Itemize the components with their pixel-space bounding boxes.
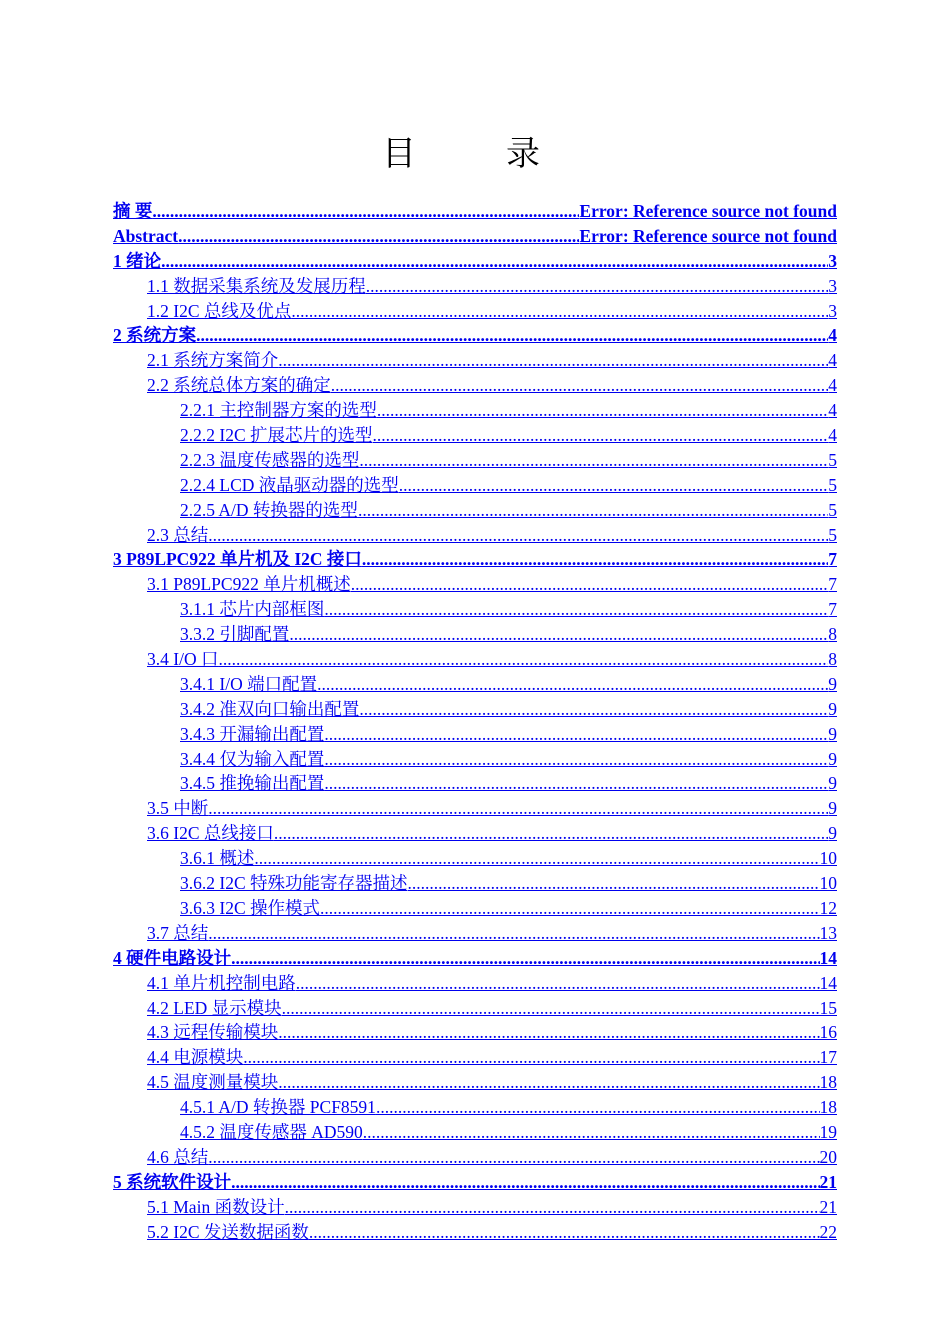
toc-leader-dots (282, 996, 820, 1021)
toc-entry[interactable] (113, 796, 837, 821)
toc-entry-page: 10 (819, 873, 837, 894)
toc-entry-page: 14 (819, 972, 837, 993)
toc-entry-page: 8 (828, 649, 837, 670)
toc-leader-dots (161, 249, 828, 274)
toc-entry[interactable] (113, 1170, 837, 1195)
toc-leader-dots (366, 274, 829, 299)
toc-leader-dots (278, 348, 828, 373)
toc-leader-dots (359, 697, 828, 722)
toc-entry-page: 3 (828, 300, 837, 321)
toc-entry-page: 5 (828, 524, 837, 545)
toc-entry[interactable] (113, 896, 837, 921)
toc-entry[interactable] (113, 996, 837, 1021)
toc-entry[interactable] (113, 1095, 837, 1120)
toc-entry-title: 1 绪论 (113, 250, 162, 271)
toc-entry-page: 16 (819, 1022, 837, 1043)
toc-entry-title: 2.2 系统总体方案的确定 (147, 375, 331, 396)
toc-entry[interactable] (113, 921, 837, 946)
toc-entry-page: 4 (828, 325, 837, 346)
toc-entry-page: 4 (828, 350, 837, 371)
toc-entry-page: 13 (819, 922, 837, 943)
toc-entry-title: 4.1 单片机控制电路 (147, 972, 296, 993)
toc-leader-dots (320, 896, 820, 921)
toc-leader-dots (208, 796, 828, 821)
toc-entry-title: 3.4.5 推挽输出配置 (180, 773, 325, 794)
toc-entry-title: 4.6 总结 (147, 1146, 209, 1167)
toc-entry[interactable] (113, 1145, 837, 1170)
toc-entry-page: Error: Reference source not found (579, 225, 837, 246)
toc-leader-dots (274, 821, 828, 846)
toc-entry-page: 19 (819, 1121, 837, 1142)
toc-entry-title: 4.2 LED 显示模块 (147, 997, 282, 1018)
toc-entry-title: 2.2.4 LCD 液晶驱动器的选型 (180, 474, 399, 495)
toc-entry-page: 3 (828, 275, 837, 296)
toc-entry-title: 2.1 系统方案简介 (147, 350, 279, 371)
toc-leader-dots (208, 921, 819, 946)
toc-leader-dots (358, 498, 828, 523)
toc-leader-dots (243, 1045, 819, 1070)
toc-entry[interactable] (113, 473, 837, 498)
toc-leader-dots (254, 846, 819, 871)
toc-leader-dots (309, 1220, 820, 1245)
toc-leader-dots (362, 547, 828, 572)
toc-entry-page: 17 (819, 1047, 837, 1068)
toc-entry-title: 3.6.3 I2C 操作模式 (180, 897, 320, 918)
toc-leader-dots (324, 722, 828, 747)
toc-entry-title: 5 系统软件设计 (113, 1171, 232, 1192)
toc-leader-dots (351, 572, 829, 597)
toc-entry[interactable] (113, 672, 837, 697)
toc-entry-page: 21 (819, 1196, 837, 1217)
toc-entry-title: 2.2.3 温度传感器的选型 (180, 449, 360, 470)
toc-entry[interactable] (113, 224, 837, 249)
toc-entry-page: 15 (819, 997, 837, 1018)
toc-entry-page: 22 (819, 1221, 837, 1242)
toc-entry[interactable] (113, 722, 837, 747)
toc-leader-dots (376, 1095, 820, 1120)
toc-entry-page: 4 (828, 425, 837, 446)
toc-entry[interactable] (113, 199, 837, 224)
toc-entry[interactable] (113, 771, 837, 796)
toc-leader-dots (373, 423, 829, 448)
toc-leader-dots (278, 1070, 819, 1095)
toc-leader-dots (231, 1170, 819, 1195)
toc-entry-title: 3 P89LPC922 单片机及 I2C 接口 (113, 549, 362, 570)
toc-entry-page: 5 (828, 499, 837, 520)
toc-entry-title: 4 硬件电路设计 (113, 947, 232, 968)
toc-leader-dots (324, 771, 828, 796)
toc-entry-title: Abstract (113, 225, 179, 246)
toc-entry[interactable] (113, 946, 837, 971)
toc-entry[interactable] (113, 697, 837, 722)
toc-entry-title: 3.4.2 准双向口输出配置 (180, 698, 360, 719)
toc-entry-page: 5 (828, 449, 837, 470)
toc-leader-dots (377, 398, 828, 423)
toc-entry[interactable] (113, 1070, 837, 1095)
toc-entry[interactable] (113, 846, 837, 871)
toc-entry-title: 1.2 I2C 总线及优点 (147, 300, 292, 321)
toc-entry-title: 1.1 数据采集系统及发展历程 (147, 275, 366, 296)
toc-leader-dots (363, 1120, 820, 1145)
toc-entry-title: 2.2.2 I2C 扩展芯片的选型 (180, 425, 373, 446)
toc-entry[interactable] (113, 1195, 837, 1220)
toc-leader-dots (285, 1195, 820, 1220)
toc-entry-page: 21 (819, 1171, 837, 1192)
toc-entry-page: 9 (828, 798, 837, 819)
toc-entry[interactable] (113, 1120, 837, 1145)
toc-entry[interactable] (113, 747, 837, 772)
toc-leader-dots (359, 448, 828, 473)
toc-entry[interactable] (113, 498, 837, 523)
toc-entry[interactable] (113, 597, 837, 622)
toc-entry-title: 2 系统方案 (113, 325, 197, 346)
toc-entry-title: 摘 要 (113, 201, 153, 221)
toc-entry-title: 3.4.3 开漏输出配置 (180, 723, 325, 744)
toc-entry-title: 5.2 I2C 发送数据函数 (147, 1221, 309, 1242)
toc-entry-page: 9 (828, 748, 837, 769)
toc-entry[interactable] (113, 348, 837, 373)
toc-leader-dots (278, 1020, 819, 1045)
toc-entry-title: 3.6 I2C 总线接口 (147, 823, 274, 844)
table-of-contents (113, 199, 837, 1244)
toc-entry-title: 4.4 电源模块 (147, 1047, 244, 1068)
toc-leader-dots (324, 597, 828, 622)
toc-entry-page: 18 (819, 1097, 837, 1118)
toc-entry-title: 4.5.1 A/D 转换器 PCF8591 (180, 1097, 376, 1118)
toc-leader-dots (324, 747, 828, 772)
toc-leader-dots (317, 672, 828, 697)
toc-entry[interactable] (113, 821, 837, 846)
toc-entry-page: 9 (828, 823, 837, 844)
toc-entry-page: 9 (828, 773, 837, 794)
toc-entry-title: 2.2.1 主控制器方案的选型 (180, 400, 377, 421)
toc-entry-title: 3.4 I/O 口 (147, 649, 219, 670)
toc-entry[interactable] (113, 1220, 837, 1245)
toc-entry-page: 4 (828, 375, 837, 396)
toc-entry-page: 14 (819, 947, 837, 968)
toc-leader-dots (196, 323, 828, 348)
toc-entry[interactable] (113, 647, 837, 672)
toc-leader-dots (218, 647, 828, 672)
toc-entry-title: 3.1.1 芯片内部框图 (180, 599, 325, 620)
toc-entry-title: 3.5 中断 (147, 798, 209, 819)
toc-leader-dots (178, 224, 579, 249)
page-title: 目 录 (382, 134, 568, 174)
toc-entry-page: 9 (828, 723, 837, 744)
toc-entry[interactable] (113, 448, 837, 473)
toc-leader-dots (399, 473, 829, 498)
toc-entry-page: 3 (828, 250, 837, 271)
toc-leader-dots (208, 523, 828, 548)
toc-entry-page: 7 (828, 599, 837, 620)
toc-entry[interactable] (113, 547, 837, 572)
toc-entry-title: 2.2.5 A/D 转换器的选型 (180, 499, 358, 520)
toc-entry-page: 18 (819, 1072, 837, 1093)
toc-entry-title: 4.5 温度测量模块 (147, 1072, 279, 1093)
toc-entry-page: Error: Reference source not found (579, 201, 837, 221)
toc-entry[interactable] (113, 274, 837, 299)
toc-entry[interactable] (113, 1020, 837, 1045)
toc-entry-page: 7 (828, 549, 837, 570)
toc-entry-title: 4.5.2 温度传感器 AD590 (180, 1121, 363, 1142)
toc-leader-dots (208, 1145, 819, 1170)
toc-entry-title: 3.6.2 I2C 特殊功能寄存器描述 (180, 873, 408, 894)
toc-entry-title: 2.3 总结 (147, 524, 209, 545)
toc-entry[interactable] (113, 572, 837, 597)
toc-entry-title: 3.4.4 仅为输入配置 (180, 748, 325, 769)
toc-leader-dots (408, 871, 820, 896)
toc-entry[interactable] (113, 373, 837, 398)
toc-entry-title: 3.7 总结 (147, 922, 209, 943)
toc-entry-page: 20 (819, 1146, 837, 1167)
toc-entry[interactable] (113, 871, 837, 896)
toc-leader-dots (296, 971, 820, 996)
toc-entry-title: 3.6.1 概述 (180, 848, 255, 869)
toc-entry[interactable] (113, 971, 837, 996)
toc-entry[interactable] (113, 423, 837, 448)
toc-entry-page: 8 (828, 624, 837, 645)
toc-entry-page: 7 (828, 574, 837, 595)
toc-entry[interactable] (113, 622, 837, 647)
toc-leader-dots (231, 946, 819, 971)
toc-entry-title: 3.1 P89LPC922 单片机概述 (147, 574, 351, 595)
toc-entry-page: 12 (819, 897, 837, 918)
toc-leader-dots (289, 622, 828, 647)
toc-entry[interactable] (113, 398, 837, 423)
toc-leader-dots (291, 299, 828, 324)
toc-entry-page: 5 (828, 474, 837, 495)
toc-entry[interactable] (113, 523, 837, 548)
toc-entry-title: 3.3.2 引脚配置 (180, 624, 290, 645)
toc-entry-title: 4.3 远程传输模块 (147, 1022, 279, 1043)
toc-entry-page: 9 (828, 698, 837, 719)
toc-entry-page: 10 (819, 848, 837, 869)
toc-leader-dots (152, 199, 579, 224)
toc-entry[interactable] (113, 323, 837, 348)
toc-entry-title: 5.1 Main 函数设计 (147, 1196, 285, 1217)
toc-entry-title: 3.4.1 I/O 端口配置 (180, 673, 318, 694)
toc-entry-page: 9 (828, 673, 837, 694)
toc-entry[interactable] (113, 1045, 837, 1070)
toc-entry[interactable] (113, 299, 837, 324)
toc-entry[interactable] (113, 249, 837, 274)
toc-entry-page: 4 (828, 400, 837, 421)
toc-leader-dots (331, 373, 829, 398)
